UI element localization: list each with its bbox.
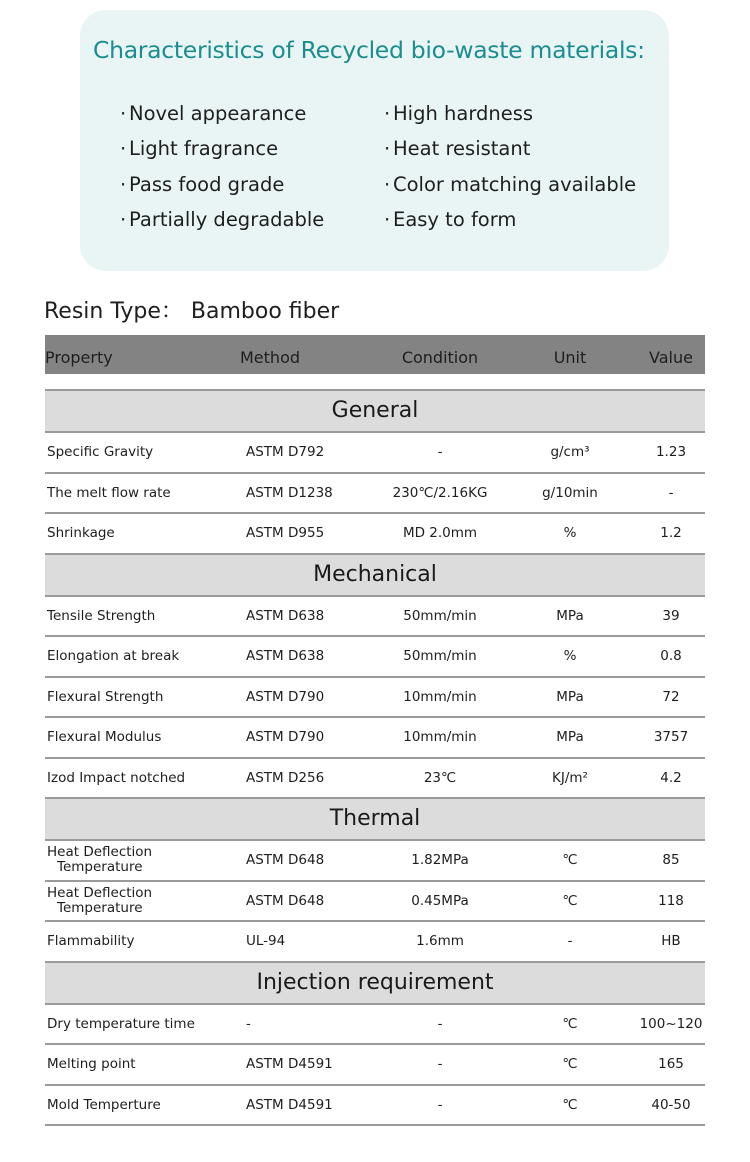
cell-unit: ℃ [562,1056,578,1072]
feature-item: · Color matching available [384,170,636,205]
cell-property: Elongation at break [47,648,180,664]
cell-unit: ℃ [562,852,578,868]
cell-condition: 10mm/min [403,688,477,705]
section-title: Injection requirement [45,963,705,1005]
cell-value: 85 [662,852,680,868]
cell-value: HB [661,933,681,949]
header-method: Method [240,348,301,367]
cell-property: The melt flow rate [47,484,171,501]
header-property: Property [45,348,113,367]
cell-method: ASTM D1238 [246,484,333,501]
cell-condition: - [437,444,443,460]
bullet-icon: · [384,137,391,161]
cell-property: Dry temperature time [47,1015,195,1032]
feature-item: · Pass food grade [120,170,324,205]
cell-property: Heat Deflection Temperature [47,884,153,916]
cell-condition: 23℃ [423,769,457,786]
cell-method: ASTM D4591 [246,1056,333,1072]
table-row [45,474,705,515]
cell-method: UL-94 [246,933,286,949]
cell-unit: g/cm³ [550,444,590,460]
cell-method: ASTM D790 [246,729,325,745]
bullet-icon: · [120,137,127,161]
cell-value: - [668,484,674,501]
cell-unit: % [563,525,577,541]
cell-condition: MD 2.0mm [402,525,478,541]
table-row [45,597,705,638]
header-condition: Condition [401,348,479,367]
bullet-icon: · [384,102,391,125]
cell-unit: MPa [556,729,584,745]
cell-value: 40-50 [651,1096,691,1113]
feature-item: · Novel appearance [120,99,324,134]
section-title: Mechanical [45,555,705,597]
cell-property: Flexural Modulus [47,729,162,745]
cell-property: Izod Impact notched [47,769,186,786]
feature-item: · Heat resistant [384,134,636,169]
cell-unit: ℃ [562,1096,578,1113]
cell-unit: KJ/m² [552,769,588,786]
cell-method: ASTM D790 [246,688,325,705]
cell-condition: 10mm/min [403,729,477,745]
table-row [45,637,705,678]
section-thermal [45,799,705,963]
table-row [45,514,705,555]
cell-condition: 0.45MPa [411,892,469,909]
cell-value: 0.8 [660,648,682,664]
features-left-list [120,99,324,240]
bullet-icon: · [120,207,127,231]
table-row [45,1086,705,1127]
cell-property: Flexural Strength [47,688,164,705]
resin-type-value: Bamboo fiber [190,299,340,324]
table-header [45,335,705,374]
table-row [45,678,705,719]
cell-unit: ℃ [562,1015,578,1032]
table-row [45,433,705,474]
table-body [45,391,705,1126]
cell-value: 1.23 [655,444,687,460]
cell-unit: % [563,648,577,664]
cell-method: ASTM D638 [246,607,325,624]
cell-property: Flammability [47,933,135,949]
cell-unit: ℃ [562,892,578,909]
cell-method: ASTM D955 [246,525,325,541]
cell-method: ASTM D4591 [246,1096,333,1113]
cell-value: 72 [662,688,680,705]
cell-value: 3757 [653,729,689,745]
resin-type-heading [44,294,339,325]
characteristics-title: Characteristics of Recycled bio-waste materials: [93,36,645,64]
cell-property: Tensile Strength [47,607,156,624]
cell-property: Mold Temperture [47,1096,161,1113]
cell-value: 165 [658,1056,684,1072]
cell-value: 1.2 [660,525,682,541]
section-title: Thermal [45,799,705,841]
feature-item: · Easy to form [384,205,636,240]
table-row [45,882,705,923]
cell-method: ASTM D648 [246,892,325,909]
cell-value: 39 [662,607,680,624]
cell-condition: 230℃/2.16KG [392,484,488,501]
table-row [45,759,705,800]
feature-item: · High hardness [384,99,636,134]
cell-condition: - [437,1096,443,1113]
cell-method: ASTM D638 [246,648,325,664]
table-row [45,718,705,759]
cell-value: 100~120 [639,1015,703,1032]
cell-unit: - [567,933,573,949]
bullet-icon: · [384,207,391,231]
cell-method: ASTM D256 [246,769,325,786]
header-unit: Unit [553,348,587,367]
cell-method: ASTM D792 [246,444,325,460]
section-title: General [45,391,705,433]
table-row [45,1045,705,1086]
cell-value: 4.2 [660,769,682,786]
properties-table [45,335,705,1126]
cell-unit: MPa [556,607,584,624]
cell-property: Heat Deflection Temperature [47,844,153,875]
cell-condition: 1.6mm [416,933,464,949]
cell-property: Specific Gravity [47,444,154,460]
feature-item: · Partially degradable [120,205,324,240]
feature-item: · Light fragrance [120,134,324,169]
section-mechanical [45,555,705,800]
bullet-icon: · [120,102,127,125]
cell-unit: MPa [556,688,584,705]
cell-unit: g/10min [542,484,598,501]
bullet-icon: · [384,172,391,196]
resin-type-label: Resin Type： [44,299,183,324]
cell-condition: 1.82MPa [411,852,469,868]
cell-property: Melting point [47,1056,136,1072]
cell-condition: 50mm/min [403,607,477,624]
table-row [45,922,705,963]
table-row [45,841,705,882]
cell-method: - [246,1015,251,1032]
cell-condition: - [437,1015,443,1032]
cell-property: Shrinkage [47,525,115,541]
header-value: Value [649,348,693,367]
cell-condition: - [437,1056,443,1072]
table-row [45,1005,705,1046]
bullet-icon: · [120,172,127,196]
section-injection-requirement [45,963,705,1127]
cell-method: ASTM D648 [246,852,325,868]
cell-value: 118 [658,892,684,909]
cell-condition: 50mm/min [403,648,477,664]
characteristics-card [80,10,669,271]
features-right-list [384,99,636,240]
section-general [45,391,705,555]
